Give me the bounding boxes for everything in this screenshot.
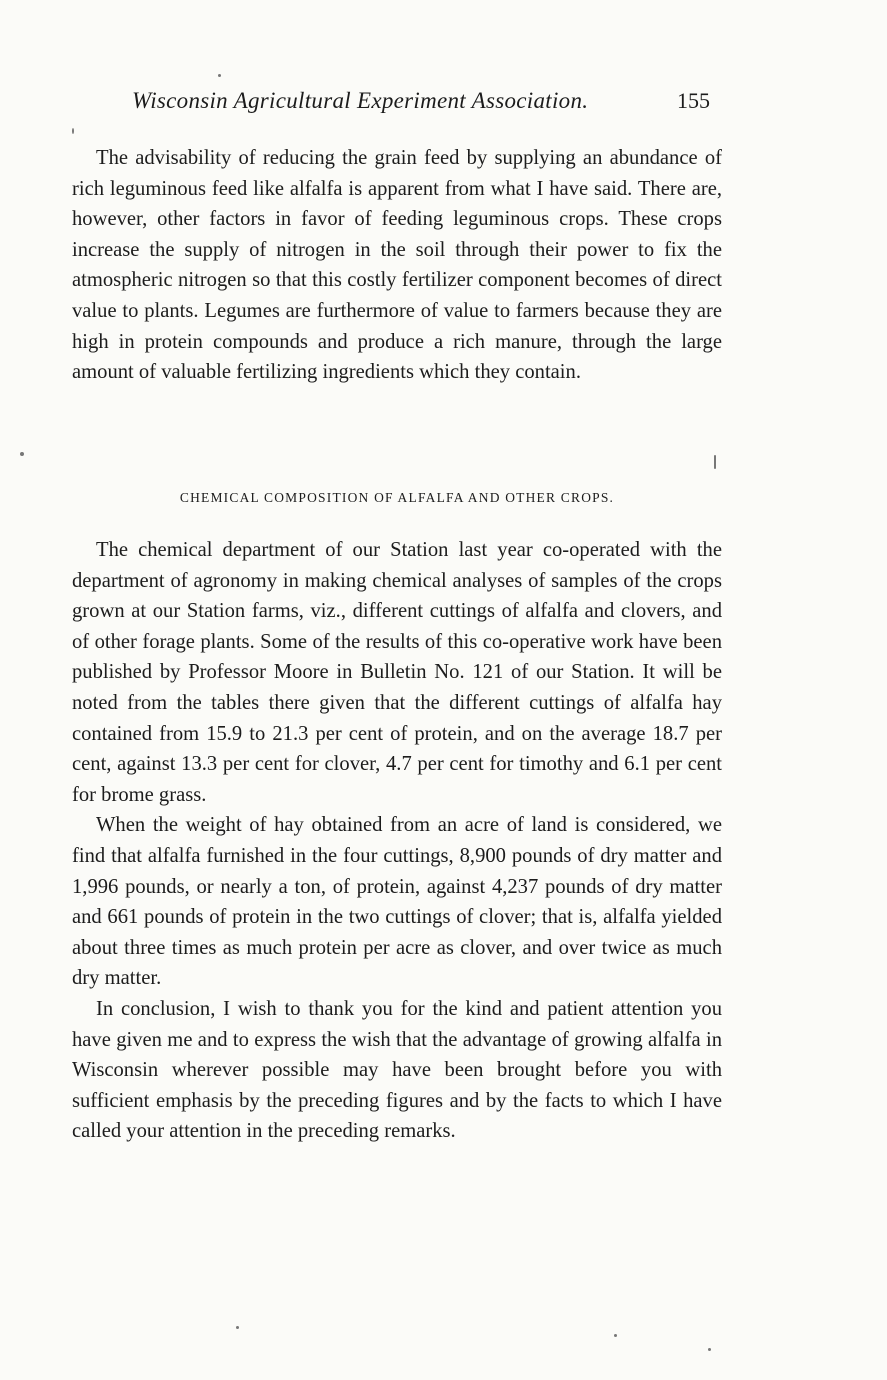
paragraph-conclusion: In conclusion, I wish to thank you for the kind and patient attention you have given me and to express the wish that the advantage of growing alfalfa in Wisconsin wherever possible may have been brought before you with sufficient emphasis by the preceding figures and by the facts to which I have called your attention in the preceding remarks. bbox=[72, 997, 722, 1143]
scan-speck bbox=[218, 74, 221, 77]
scan-speck bbox=[20, 452, 24, 456]
running-title: Wisconsin Agricultural Experiment Association. bbox=[132, 88, 589, 113]
scan-speck bbox=[708, 1348, 711, 1351]
scan-speck bbox=[614, 1334, 617, 1337]
intro-text-block bbox=[72, 143, 722, 388]
running-head bbox=[120, 88, 720, 122]
section-heading: CHEMICAL COMPOSITION OF ALFALFA AND OTHER CROPS. bbox=[179, 490, 615, 505]
scan-speck bbox=[714, 455, 716, 469]
section-text-block bbox=[72, 535, 722, 1147]
paragraph-advisability: The advisability of reducing the grain feed by supplying an abundance of rich leguminous feed like alfalfa is apparent from what I have said. There are, however, other factors in favor of feeding leguminous crops. These crops increase the supply of nitrogen in the soil through their power to fix the atmospheric nitrogen so that this costly fertilizer component becomes of direct value to plants. Legumes are furthermore of value to farmers because they are high in protein compounds and produce a rich manure, through the large amount of valuable fertilizing ingredients which they contain. bbox=[72, 147, 722, 384]
scan-speck bbox=[236, 1326, 239, 1329]
paragraph-chemical-department: The chemical department of our Station last year co-operated with the department of agronomy in making chemical analyses of samples of the crops grown at our Station farms, viz., different cuttings of alfalfa and clovers, and of other forage plants. Some of the results of this co-operative work have been published by Professor Moore in Bulletin No. 121 of our Station. It will be noted from the tables there given that the different cuttings of alfalfa hay contained from 15.9 to 21.3 per cent of protein, and on the average 18.7 per cent, against 13.3 per cent for clover, 4.7 per cent for timothy and 6.1 per cent for brome grass. bbox=[72, 539, 722, 806]
scan-speck bbox=[72, 128, 74, 134]
paragraph-weight-of-hay: When the weight of hay obtained from an acre of land is considered, we find that alfalfa furnished in the four cuttings, 8,900 pounds of dry matter and 1,996 pounds, or nearly a ton, of protein, against 4,237 pounds of dry matter and 661 pounds of protein in the two cuttings of clover; that is, alfalfa yielded about three times as much protein per acre as clover, and over twice as much dry matter. bbox=[72, 814, 722, 990]
page-number: 155 bbox=[677, 88, 710, 113]
